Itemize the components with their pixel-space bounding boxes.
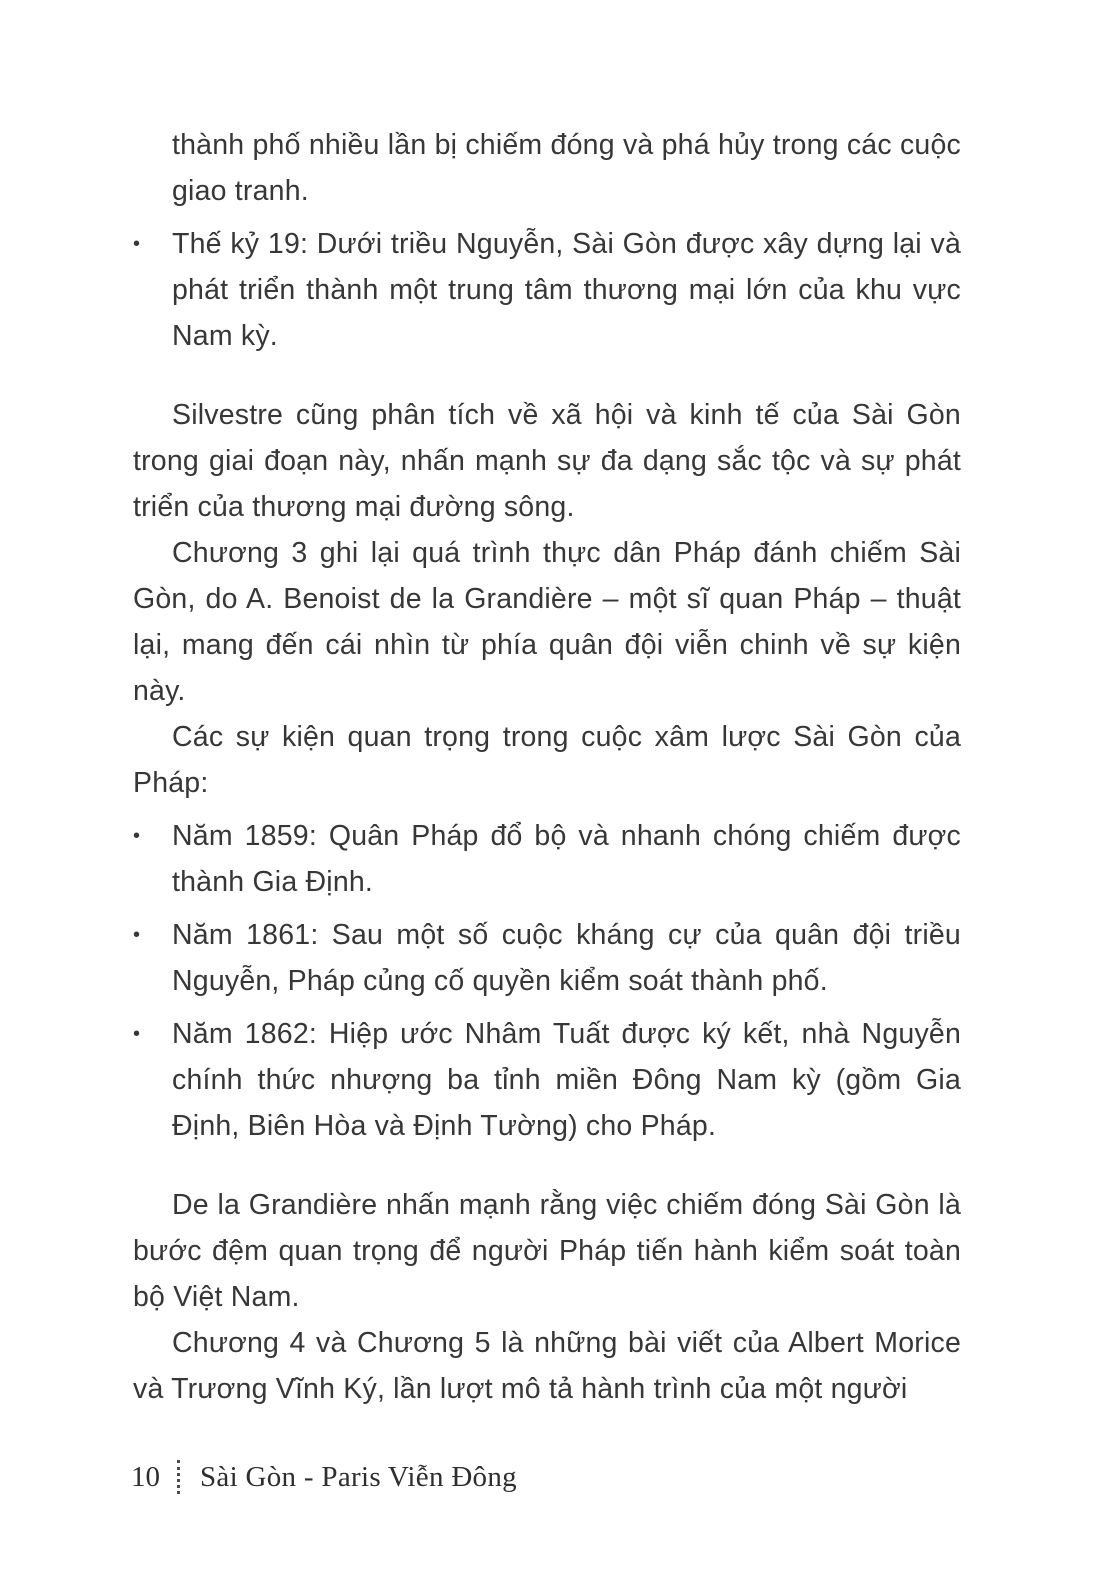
- paragraph-silvestre: Silvestre cũng phân tích về xã hội và kinh tế của Sài Gòn trong giai đoạn này, nhấn mạnh sự đa dạng sắc tộc và sự phát triển của thương mại đường sông.: [133, 399, 961, 523]
- page-body: [133, 122, 961, 1412]
- list-item-nam-1862: [133, 1011, 961, 1149]
- list-item-continuation: [133, 122, 961, 214]
- page-number: 10: [131, 1461, 160, 1493]
- paragraph-chuong-4-5: Chương 4 và Chương 5 là những bài viết của Albert Morice và Trương Vĩnh Ký, lần lượt mô tả hành trình của một người: [133, 1327, 961, 1405]
- bullet-marker: •: [133, 825, 141, 847]
- bullet-marker: •: [133, 1023, 141, 1045]
- book-title: Sài Gòn - Paris Viễn Đông: [200, 1461, 517, 1493]
- list-item-text: Thế kỷ 19: Dưới triều Nguyễn, Sài Gòn được xây dựng lại và phát triển thành một trung tâm thương mại lớn của khu vực Nam kỳ.: [172, 228, 961, 352]
- list-item-text: thành phố nhiều lần bị chiếm đóng và phá hủy trong các cuộc giao tranh.: [172, 129, 961, 207]
- footer-dotted-divider: [177, 1460, 180, 1494]
- bullet-marker: •: [133, 233, 141, 255]
- list-item-text: Năm 1861: Sau một số cuộc kháng cự của quân đội triều Nguyễn, Pháp củng cố quyền kiểm soát thành phố.: [172, 919, 961, 997]
- bullet-marker: •: [133, 924, 141, 946]
- page-footer: [131, 1458, 517, 1496]
- list-item-nam-1861: [133, 912, 961, 1004]
- list-item-the-ky-19: [133, 221, 961, 359]
- list-item-text: Năm 1859: Quân Pháp đổ bộ và nhanh chóng chiếm được thành Gia Định.: [172, 820, 961, 898]
- paragraph-chuong-3: Chương 3 ghi lại quá trình thực dân Pháp đánh chiếm Sài Gòn, do A. Benoist de la Grandière – một sĩ quan Pháp – thuật lại, mang đến cái nhìn từ phía quân đội viễn chinh về sự kiện này.: [133, 537, 961, 707]
- paragraph-de-la-grandiere: De la Grandière nhấn mạnh rằng việc chiếm đóng Sài Gòn là bước đệm quan trọng để người Pháp tiến hành kiểm soát toàn bộ Việt Nam.: [133, 1189, 961, 1313]
- list-item-text: Năm 1862: Hiệp ước Nhâm Tuất được ký kết, nhà Nguyễn chính thức nhượng ba tỉnh miền Đông Nam kỳ (gồm Gia Định, Biên Hòa và Định Tường) cho Pháp.: [172, 1018, 961, 1142]
- paragraph-cac-su-kien: Các sự kiện quan trọng trong cuộc xâm lược Sài Gòn của Pháp:: [133, 721, 961, 799]
- list-item-nam-1859: [133, 813, 961, 905]
